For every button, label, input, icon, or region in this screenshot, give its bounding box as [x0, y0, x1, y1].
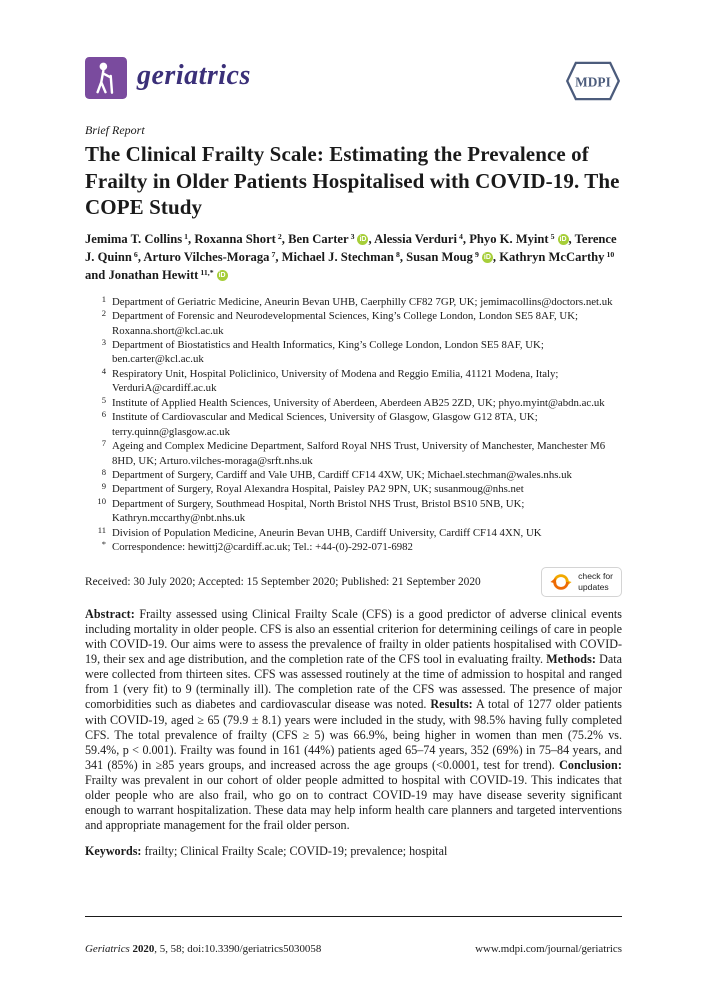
- keywords-label: Keywords:: [85, 844, 142, 859]
- page-footer: [85, 916, 622, 955]
- abstract-section: Abstract: Frailty assessed using Clinical Frailty Scale (CFS) is a good predictor of adverse clinical events including mortality in older people. CFS is also an essential criterion for determining ceilings of care in people with COVID-19. Our aims were to assess the prevalence of frailty in older patients hospitalised with COVID-19, their sex and age distribution, and the completion rate of the CFS tool in evaluating frailty.: [85, 606, 622, 667]
- author: Terence J. Quinn $^6$,: [85, 231, 617, 264]
- affiliation-text: Department of Surgery, Cardiff and Vale UHB, Cardiff CF14 4XW, UK; Michael.stechman@wales.nhs.uk: [112, 469, 572, 482]
- correspondence-text: Correspondence: hewittj2@cardiff.ac.uk; Tel.: +44-(0)-292-071-6982: [112, 541, 413, 554]
- abstract-section: Results: A total of 1277 older patients with COVID-19, aged ≥ 65 (79.9 ± 8.1) years were included in the study, with 98.5% having fully completed CFS. The total prevalence of frailty (CFS ≥ 5) was 66.9%, being higher in women than men (75.2% vs. 59.4%, p < 0.001). Frailty was found in 161 (44%) patients aged 65–74 years, 352 (69%) in 75–84 years, and 341 (85%) in ≥85 years groups, and increased across the age groups (<0.0001, test for trend).: [85, 697, 622, 772]
- affiliation-text: Respiratory Unit, Hospital Policlinico, University of Modena and Reggio Emilia, 41121 Modena, Italy; VerduriA@cardiff.ac.uk: [112, 367, 559, 395]
- affiliation-number: 7: [101, 438, 106, 449]
- affiliation-number: 6: [101, 409, 106, 420]
- conclusion-label: Conclusion:: [559, 757, 622, 772]
- abstract: [85, 607, 622, 834]
- affiliation-text: Department of Geriatric Medicine, Aneurin Bevan UHB, Caerphilly CF82 7GP, UK; jemimacollins@doctors.net.uk: [112, 295, 613, 308]
- affiliation-number: 4: [101, 365, 106, 376]
- affiliation-number: 2: [101, 308, 106, 319]
- author: Roxanna Short $^2$,: [194, 231, 289, 246]
- abstract-section: Methods: Data were collected from thirteen sites. CFS was assessed routinely at the time of admission to hospital and ranged from 1 (very fit) to 9 (terminally ill). The completion rate of the CFS was assessed. The presence of major comorbidities such as diabetes and cardiovascular disease was noted.: [85, 652, 622, 712]
- affiliation-text: Institute of Applied Health Sciences, University of Aberdeen, Aberdeen AB25 2ZD, UK; phyo.myint@abdn.ac.uk: [112, 396, 605, 409]
- keywords: Keywords: frailty; Clinical Frailty Scale; COVID-19; prevalence; hospital: [85, 844, 448, 859]
- affiliation-text: Institute of Cardiovascular and Medical Sciences, University of Glasgow, Glasgow G12 8TA, UK; terry.quinn@glasgow.ac.uk: [112, 411, 538, 438]
- affiliation-row: [85, 396, 622, 410]
- mdpi-logo: [564, 60, 622, 102]
- orcid-icon[interactable]: iD: [559, 235, 567, 243]
- journal-url-link[interactable]: www.mdpi.com/journal/geriatrics: [475, 943, 622, 955]
- geriatrics-walking-person-icon: [85, 57, 127, 99]
- author: Alessia Verduri $^4$,: [374, 231, 470, 246]
- affiliation-number: *: [101, 539, 106, 550]
- received-accepted-published: Received: 30 July 2020; Accepted: 15 September 2020; Published: 21 September 2020: [85, 575, 481, 588]
- page-header: [85, 57, 622, 103]
- mdpi-logo-text: MDPI: [575, 74, 611, 90]
- author: Kathryn McCarthy $^{10}$ and: [85, 249, 615, 282]
- affiliation-text: Ageing and Complex Medicine Department, Salford Royal NHS Trust, University of Manchester, Manchester M6 8HD, UK; Arturo.vilches-moraga@srft.nhs.uk: [112, 440, 606, 467]
- affiliation-row: [85, 497, 622, 526]
- affiliation-list: [85, 295, 622, 555]
- affiliation-text: Department of Surgery, Royal Alexandra Hospital, Paisley PA2 9PN, UK; susanmoug@nhs.net: [112, 483, 524, 496]
- affiliation-row: [85, 468, 622, 482]
- orcid-icon[interactable]: iD: [359, 235, 367, 243]
- check-for-updates-label: check for updates: [578, 571, 613, 592]
- affiliation-row: [85, 439, 622, 468]
- abstract-section: Conclusion: Frailty was prevalent in our cohort of older people admitted to hospital with COVID-19. This indicates that older people who are also frail, who go on to contract COVID-19 may have disease severity significant enough to warrant hospitalization. These data may help inform health care planners and targeted interventions and appropriate management for the frail older person.: [85, 757, 622, 833]
- affiliation-row: [85, 338, 622, 367]
- affiliation-text: Division of Population Medicine, Aneurin Bevan UHB, Cardiff University, Cardiff CF14 4XN, UK: [112, 526, 542, 539]
- author: Ben Carter $^3$ iD ,: [288, 231, 375, 246]
- affiliation-text: Department of Surgery, Southmead Hospital, North Bristol NHS Trust, Bristol BS10 5NB, UK; Kathryn.mccarthy@nbt.nhs.uk: [112, 497, 525, 525]
- footer-citation: Geriatrics 2020, 5, 58; doi:10.3390/geriatrics5030058: [85, 943, 322, 955]
- author: Jemima T. Collins $^1$,: [85, 231, 195, 246]
- methods-label: Methods:: [546, 652, 597, 667]
- affiliation-row: [85, 526, 622, 540]
- affiliation-row: [85, 410, 622, 439]
- dates-row: [85, 567, 622, 597]
- check-for-updates-badge[interactable]: [541, 567, 622, 597]
- affiliation-number: 9: [101, 481, 106, 492]
- affiliation-row: [85, 482, 622, 496]
- affiliation-number: 3: [101, 336, 106, 347]
- affiliation-number: 11: [97, 524, 106, 535]
- journal-brand: [85, 57, 251, 99]
- affiliation-row: [85, 367, 622, 396]
- article-type-label: Brief Report: [85, 123, 145, 137]
- author: Michael J. Stechman $^8$,: [281, 249, 407, 264]
- orcid-icon[interactable]: iD: [218, 271, 226, 279]
- article-title: The Clinical Frailty Scale: Estimating the Prevalence of Frailty in Older Patients Hospitalised with COVID-19. The COPE Study: [85, 142, 620, 220]
- affiliation-text: Department of Forensic and Neurodevelopmental Sciences, King’s College London, London SE5 8AF, UK; Roxanna.short@kcl.ac.uk: [112, 310, 579, 337]
- affiliation-number: 5: [101, 394, 106, 405]
- correspondence-row: [85, 540, 622, 554]
- crossmark-refresh-icon: [550, 571, 572, 593]
- results-label: Results:: [430, 697, 473, 712]
- affiliation-number: 1: [101, 293, 106, 304]
- author: Susan Moug $^9$ iD ,: [406, 249, 500, 264]
- affiliation-row: [85, 295, 622, 309]
- affiliation-row: [85, 309, 622, 338]
- affiliation-number: 8: [101, 467, 106, 478]
- author-list: [85, 231, 622, 285]
- author: Jonathan Hewitt $^{11,*}$ iD: [108, 267, 226, 282]
- author: Arturo Vilches-Moraga $^7$,: [143, 249, 282, 264]
- affiliation-text: Department of Biostatistics and Health Informatics, King’s College London, London SE5 8AF, UK; ben.carter@kcl.ac.uk: [112, 338, 544, 366]
- journal-title: geriatrics: [137, 60, 251, 91]
- affiliation-number: 10: [97, 495, 106, 506]
- abstract-label: Abstract:: [85, 606, 135, 621]
- author: Phyo K. Myint $^5$ iD ,: [469, 231, 575, 246]
- orcid-icon[interactable]: iD: [483, 253, 491, 261]
